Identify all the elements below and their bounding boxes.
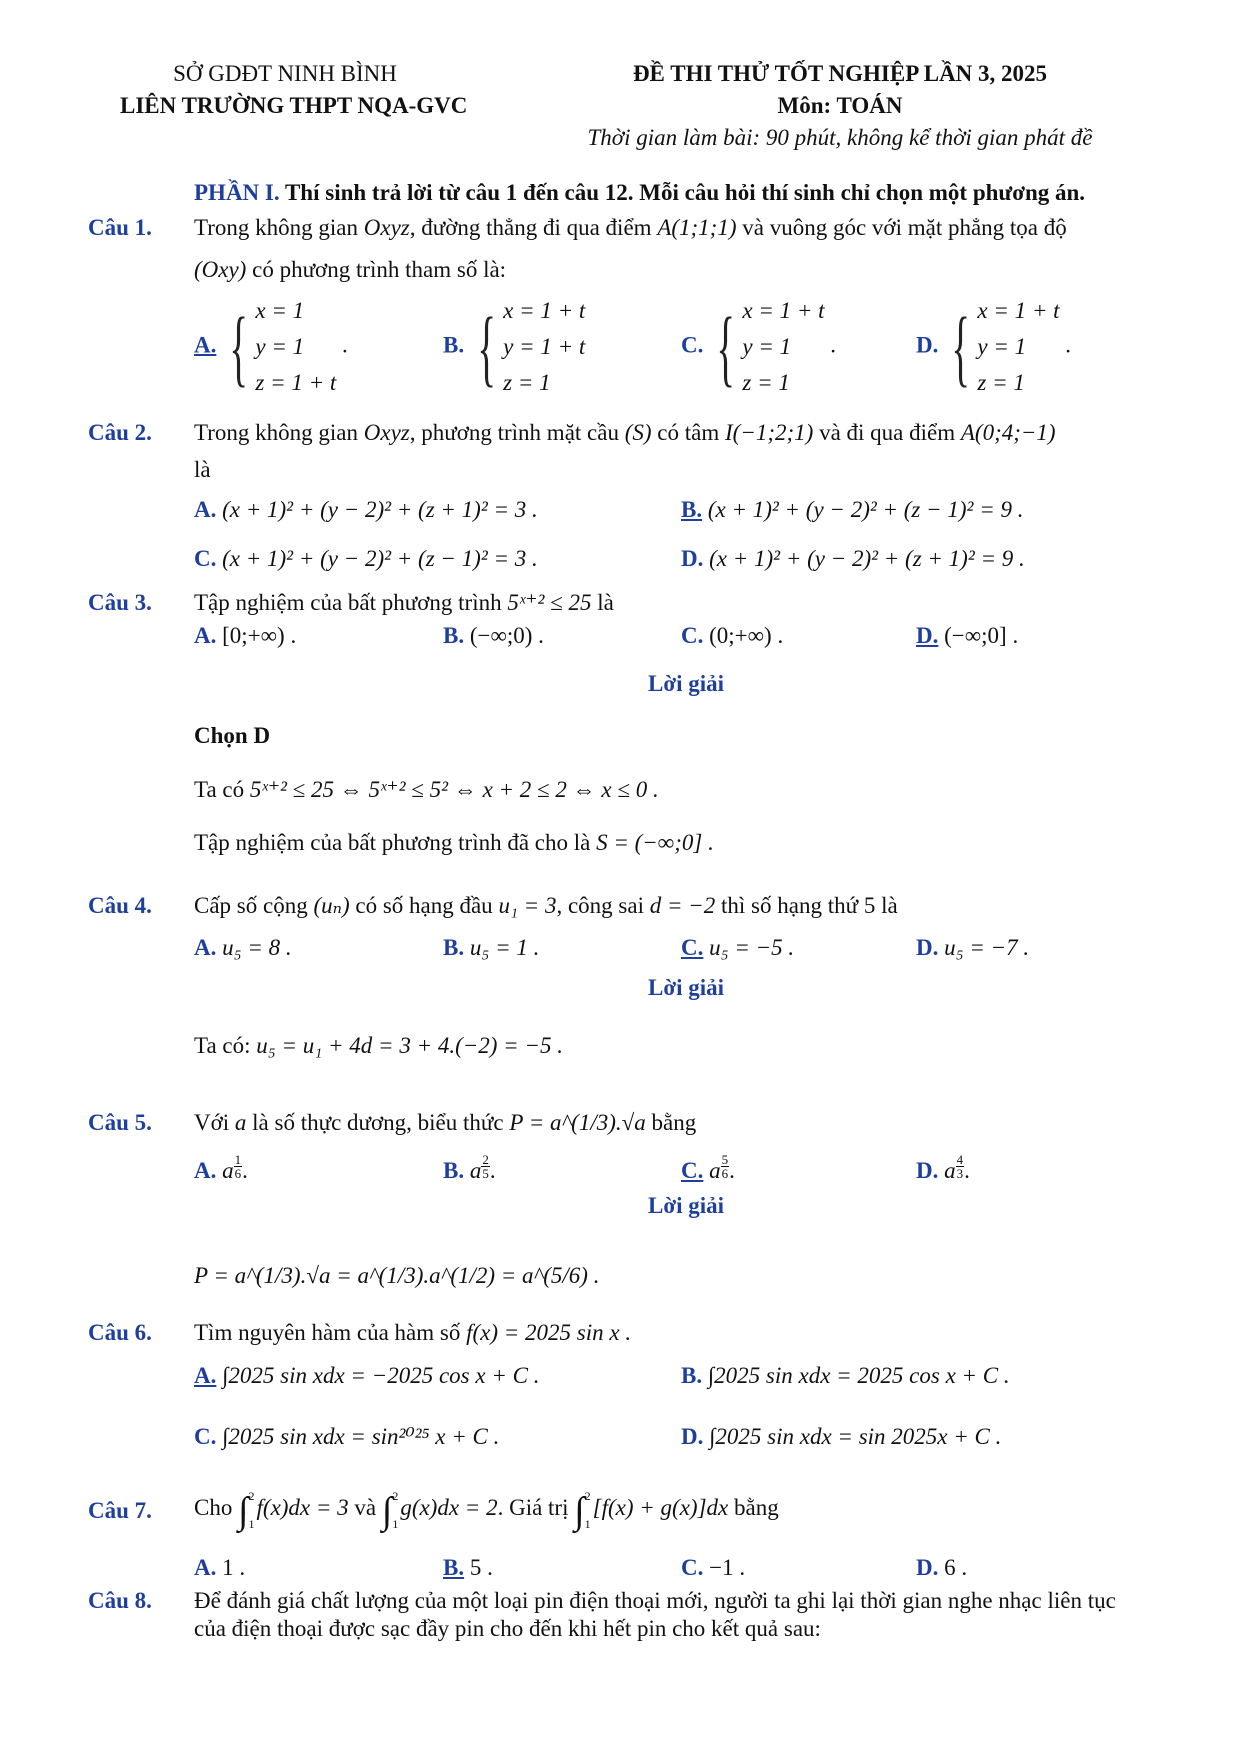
q6-option-a-key: A. xyxy=(194,1363,217,1388)
q2-oxyz: Oxyz xyxy=(363,420,410,445)
q7-text-b: và xyxy=(354,1495,377,1520)
q4-option-b-expr: u₅ = 1 . xyxy=(469,935,540,960)
q2-option-a-key: A. xyxy=(194,497,217,522)
q5-option-a[interactable]: A. a $\frac{1}{6}$ . xyxy=(194,1152,248,1183)
q7-option-d[interactable] xyxy=(916,1555,967,1581)
q2-text-a: Trong không gian xyxy=(194,420,358,445)
q3-sol-expr: 5ˣ⁺² ≤ 25 ⇔ 5ˣ⁺² ≤ 5² ⇔ x + 2 ≤ 2 ⇔ x ≤ 0 . xyxy=(249,777,659,802)
q6-function: f(x) = 2025 sin x . xyxy=(466,1320,632,1345)
q5-option-a-key: A. xyxy=(194,1158,217,1183)
q1-label: Câu 1. xyxy=(88,215,152,240)
system-line: x = 1 + t xyxy=(503,298,586,323)
q6-stem xyxy=(194,1320,631,1346)
integral-sign: ∫ xyxy=(574,1490,585,1532)
q4-option-b-key: B. xyxy=(443,935,465,960)
q7-option-d-key: D. xyxy=(916,1555,939,1580)
q1-option-c[interactable]: C. { x = 1 + t y = 1 z = 1 . xyxy=(681,293,836,401)
q7-option-b-expr: 5 . xyxy=(469,1555,493,1580)
q4-option-b[interactable] xyxy=(443,935,539,961)
q4-option-d-key: D. xyxy=(916,935,939,960)
q8-label: Câu 8. xyxy=(88,1588,152,1613)
q1-option-d[interactable]: D. { x = 1 + t y = 1 z = 1 . xyxy=(916,293,1071,401)
q7-option-c[interactable] xyxy=(681,1555,745,1581)
q4-label: Câu 4. xyxy=(88,893,152,918)
q5-option-b[interactable]: B. a $\frac{2}{5}$ . xyxy=(443,1152,496,1183)
q3-option-a[interactable] xyxy=(194,623,296,649)
q1-stem-line2 xyxy=(194,257,506,283)
q1-text-b: , đường thẳng đi qua điểm xyxy=(409,215,652,240)
q3-option-c-expr: (0;+∞) . xyxy=(709,623,784,648)
system-line: x = 1 xyxy=(255,298,305,323)
system-line: y = 1 xyxy=(977,334,1027,359)
exam-title: ĐỀ THI THỬ TỐT NGHIỆP LẦN 3, 2025 xyxy=(632,61,1048,86)
q4-u1: u₁ = 3 xyxy=(498,893,557,918)
q3-text-b: là xyxy=(597,590,614,615)
q5-option-c-key: C. xyxy=(681,1158,704,1183)
q1-point: A(1;1;1) xyxy=(657,215,737,240)
system-line: z = 1 + t xyxy=(255,370,337,395)
q6-option-a[interactable] xyxy=(194,1363,539,1389)
q3-solution-line2 xyxy=(194,830,714,856)
q4-option-c-expr: u₅ = −5 . xyxy=(709,935,795,960)
q1-stem-line1 xyxy=(194,215,1067,241)
q7-text-a: Cho xyxy=(194,1495,233,1520)
q3-choose: Chọn D xyxy=(194,723,271,748)
q3-option-b-expr: (−∞;0) . xyxy=(469,623,544,648)
q3-option-c[interactable] xyxy=(681,623,783,649)
part1-heading xyxy=(194,180,1085,206)
system-line: z = 1 xyxy=(503,370,551,395)
q6-option-d-expr: ∫2025 sin xdx = sin 2025x + C . xyxy=(709,1424,1002,1449)
q1-option-c-key: C. xyxy=(681,332,704,358)
q3-stem xyxy=(194,590,614,616)
q7-text-c: . Giá trị xyxy=(497,1495,569,1520)
q1-option-d-key: D. xyxy=(916,332,939,358)
q7-option-c-expr: −1 . xyxy=(709,1555,746,1580)
q6-option-b[interactable] xyxy=(681,1363,1010,1389)
q4-sol-expr: u₅ = u₁ + 4d = 3 + 4.(−2) = −5 . xyxy=(256,1033,563,1058)
q6-label: Câu 6. xyxy=(88,1320,152,1345)
q3-option-b-key: B. xyxy=(443,623,465,648)
q4-text-d: thì số hạng thứ 5 là xyxy=(721,893,898,918)
q7-stem xyxy=(194,1483,779,1536)
system-line: y = 1 xyxy=(255,334,305,359)
q2-option-a-expr: (x + 1)² + (y − 2)² + (z + 1)² = 3 . xyxy=(222,497,538,522)
system-line: x = 1 + t xyxy=(742,298,825,323)
q6-option-c-expr: ∫2025 sin xdx = sin²⁰²⁵ x + C . xyxy=(222,1424,500,1449)
q3-option-c-key: C. xyxy=(681,623,704,648)
q6-option-d-key: D. xyxy=(681,1424,704,1449)
q1-option-d-system: { x = 1 + t y = 1 z = 1 xyxy=(944,293,1059,401)
q5-option-c[interactable]: C. a $\frac{5}{6}$ . xyxy=(681,1152,735,1183)
q4-option-c[interactable] xyxy=(681,935,794,961)
q7-option-b[interactable] xyxy=(443,1555,493,1581)
exponent-fraction: $\frac{5}{6}$ xyxy=(721,1152,729,1181)
q2-option-a[interactable] xyxy=(194,497,538,523)
q8-stem-line1: Để đánh giá chất lượng của một loại pin điện thoại mới, người ta ghi lại thời gian nghe nhạc liên tục xyxy=(194,1588,1116,1613)
q4-option-a[interactable] xyxy=(194,935,292,961)
q6-text-a: Tìm nguyên hàm của hàm số xyxy=(194,1320,461,1345)
q8-stem-line2: của điện thoại được sạc đầy pin cho đến khi hết pin cho kết quả sau: xyxy=(194,1616,821,1641)
system-line: z = 1 xyxy=(742,370,790,395)
q4-solution xyxy=(194,1033,563,1059)
q2-stem-line2: là xyxy=(194,457,211,482)
q1-option-a[interactable]: A. { x = 1 y = 1 z = 1 + t . xyxy=(194,293,348,401)
q6-option-b-key: B. xyxy=(681,1363,703,1388)
q5-expression: P = a^(1/3).√a xyxy=(509,1110,646,1135)
q2-text-d: và đi qua điểm xyxy=(819,420,956,445)
q7-text-d: bằng xyxy=(733,1495,779,1520)
system-line: y = 1 + t xyxy=(503,334,586,359)
q3-option-b[interactable] xyxy=(443,623,544,649)
q5-option-d[interactable]: D. a $\frac{4}{3}$ . xyxy=(916,1152,970,1183)
q4-option-a-expr: u₅ = 8 . xyxy=(222,935,292,960)
q4-solution-title: Lời giải xyxy=(648,975,724,1000)
q7-integral-g: g(x)dx = 2 xyxy=(400,1495,498,1520)
q1-plane: (Oxy) xyxy=(194,257,247,282)
q5-stem xyxy=(194,1110,696,1136)
q1-text-a: Trong không gian xyxy=(194,215,358,240)
system-line: y = 1 xyxy=(742,334,792,359)
integral-sign: ∫ xyxy=(238,1490,249,1532)
q1-option-b[interactable] xyxy=(443,293,585,401)
q2-option-b-expr: (x + 1)² + (y − 2)² + (z − 1)² = 9 . xyxy=(707,497,1024,522)
q7-option-c-key: C. xyxy=(681,1555,704,1580)
q5-var: a xyxy=(234,1110,247,1135)
part1-instruction: Thí sinh trả lời từ câu 1 đến câu 12. Mỗi câu hỏi thí sinh chỉ chọn một phương án. xyxy=(284,180,1086,205)
q1-option-a-system: { x = 1 y = 1 z = 1 + t xyxy=(222,293,336,401)
q2-stem-line1 xyxy=(194,420,1056,446)
q5-text-b: là số thực dương, biểu thức xyxy=(252,1110,504,1135)
q6-option-a-expr: ∫2025 sin xdx = −2025 cos x + C . xyxy=(222,1363,540,1388)
q5-label: Câu 5. xyxy=(88,1110,152,1135)
q4-sol-text: Ta có: xyxy=(194,1033,251,1058)
q3-label: Câu 3. xyxy=(88,590,152,615)
q3-option-d-key: D. xyxy=(916,623,939,648)
q6-option-c[interactable] xyxy=(194,1424,499,1450)
q1-option-a-key: A. xyxy=(194,332,217,358)
org-line1: SỞ GDĐT NINH BÌNH xyxy=(173,61,397,86)
q3-option-d[interactable] xyxy=(916,623,1018,649)
q4-d: d = −2 xyxy=(649,893,716,918)
exponent-fraction: $\frac{4}{3}$ xyxy=(956,1152,964,1181)
q2-option-c-key: C. xyxy=(194,546,217,571)
integral-limits: 2 1 xyxy=(248,1488,255,1531)
q3-sol-text: Tập nghiệm của bất phương trình đã cho là xyxy=(194,830,591,855)
part1-label: PHẦN I. xyxy=(194,180,280,205)
q1-text-d: có phương trình tham số là: xyxy=(252,257,507,282)
q3-inequality: 5ˣ⁺² ≤ 25 xyxy=(507,590,592,615)
q4-option-d[interactable] xyxy=(916,935,1029,961)
header-org xyxy=(120,58,468,122)
exponent-fraction: $\frac{1}{6}$ xyxy=(234,1152,242,1181)
exam-subject: Môn: TOÁN xyxy=(777,93,903,118)
integral-limits: 2 1 xyxy=(392,1488,399,1531)
q4-text-b: có số hạng đầu xyxy=(355,893,493,918)
q6-option-c-key: C. xyxy=(194,1424,217,1449)
q4-option-a-key: A. xyxy=(194,935,217,960)
q1-text-c: và vuông góc với mặt phẳng tọa độ xyxy=(742,215,1067,240)
q2-option-b[interactable] xyxy=(681,497,1023,523)
q3-option-a-expr: [0;+∞) . xyxy=(222,623,297,648)
q2-point: A(0;4;−1) xyxy=(960,420,1056,445)
q2-option-d-expr: (x + 1)² + (y − 2)² + (z + 1)² = 9 . xyxy=(709,546,1025,571)
q2-sphere: (S) xyxy=(624,420,652,445)
q4-option-d-expr: u₅ = −7 . xyxy=(944,935,1030,960)
q7-option-a-key: A. xyxy=(194,1555,217,1580)
q1-option-b-key: B. xyxy=(443,332,465,358)
q7-integral-f: f(x)dx = 3 xyxy=(256,1495,349,1520)
q3-option-a-key: A. xyxy=(194,623,217,648)
q1-oxyz: Oxyz xyxy=(363,215,410,240)
q7-integral-sum: [f(x) + g(x)]dx xyxy=(592,1495,729,1520)
q3-sol-set: S = (−∞;0] . xyxy=(596,830,714,855)
q2-option-d[interactable] xyxy=(681,546,1025,572)
q5-option-b-key: B. xyxy=(443,1158,465,1183)
q4-text-a: Cấp số cộng xyxy=(194,893,308,918)
q3-solution-title: Lời giải xyxy=(648,671,724,696)
header-exam xyxy=(560,58,1120,154)
q2-option-b-key: B. xyxy=(681,497,703,522)
q2-option-c-expr: (x + 1)² + (y − 2)² + (z − 1)² = 3 . xyxy=(222,546,538,571)
integral-sign: ∫ xyxy=(381,1490,393,1532)
q2-text-c: có tâm xyxy=(657,420,720,445)
q5-solution: P = a^(1/3).√a = a^(1/3).a^(1/2) = a^(5/6) . xyxy=(194,1263,600,1288)
q4-text-c: , công sai xyxy=(556,893,644,918)
system-line: z = 1 xyxy=(977,370,1025,395)
q3-option-d-expr: (−∞;0] . xyxy=(944,623,1019,648)
q4-stem xyxy=(194,893,898,919)
q1-option-b-system: { x = 1 + t y = 1 + t z = 1 xyxy=(470,293,585,401)
q5-text-a: Với xyxy=(194,1110,230,1135)
q6-option-d[interactable] xyxy=(681,1424,1001,1450)
q5-option-d-key: D. xyxy=(916,1158,939,1183)
q7-option-a-expr: 1 . xyxy=(222,1555,246,1580)
q7-option-b-key: B. xyxy=(443,1555,465,1580)
q3-sol-text: Ta có xyxy=(194,777,245,802)
q4-sequence: (uₙ) xyxy=(313,893,350,918)
q6-option-b-expr: ∫2025 sin xdx = 2025 cos x + C . xyxy=(707,1363,1010,1388)
q4-option-c-key: C. xyxy=(681,935,704,960)
q5-solution-title: Lời giải xyxy=(648,1193,724,1218)
q5-text-c: bằng xyxy=(651,1110,697,1135)
q3-text-a: Tập nghiệm của bất phương trình xyxy=(194,590,502,615)
exponent-fraction: $\frac{2}{5}$ xyxy=(482,1152,489,1181)
q7-option-d-expr: 6 . xyxy=(944,1555,968,1580)
q2-label: Câu 2. xyxy=(88,420,152,445)
q1-option-c-system: { x = 1 + t y = 1 z = 1 xyxy=(709,293,824,401)
q7-option-a[interactable] xyxy=(194,1555,245,1581)
q7-label: Câu 7. xyxy=(88,1498,152,1523)
q3-solution-line1 xyxy=(194,777,659,803)
exam-time-note: Thời gian làm bài: 90 phút, không kể thời gian phát đề xyxy=(587,125,1093,150)
q2-center: I(−1;2;1) xyxy=(725,420,814,445)
q2-option-d-key: D. xyxy=(681,546,704,571)
q2-text-b: , phương trình mặt cầu xyxy=(409,420,619,445)
org-line2: LIÊN TRƯỜNG THPT NQA-GVC xyxy=(120,93,468,118)
q2-option-c[interactable] xyxy=(194,546,538,572)
integral-limits: 2 1 xyxy=(584,1488,591,1531)
system-line: x = 1 + t xyxy=(977,298,1060,323)
